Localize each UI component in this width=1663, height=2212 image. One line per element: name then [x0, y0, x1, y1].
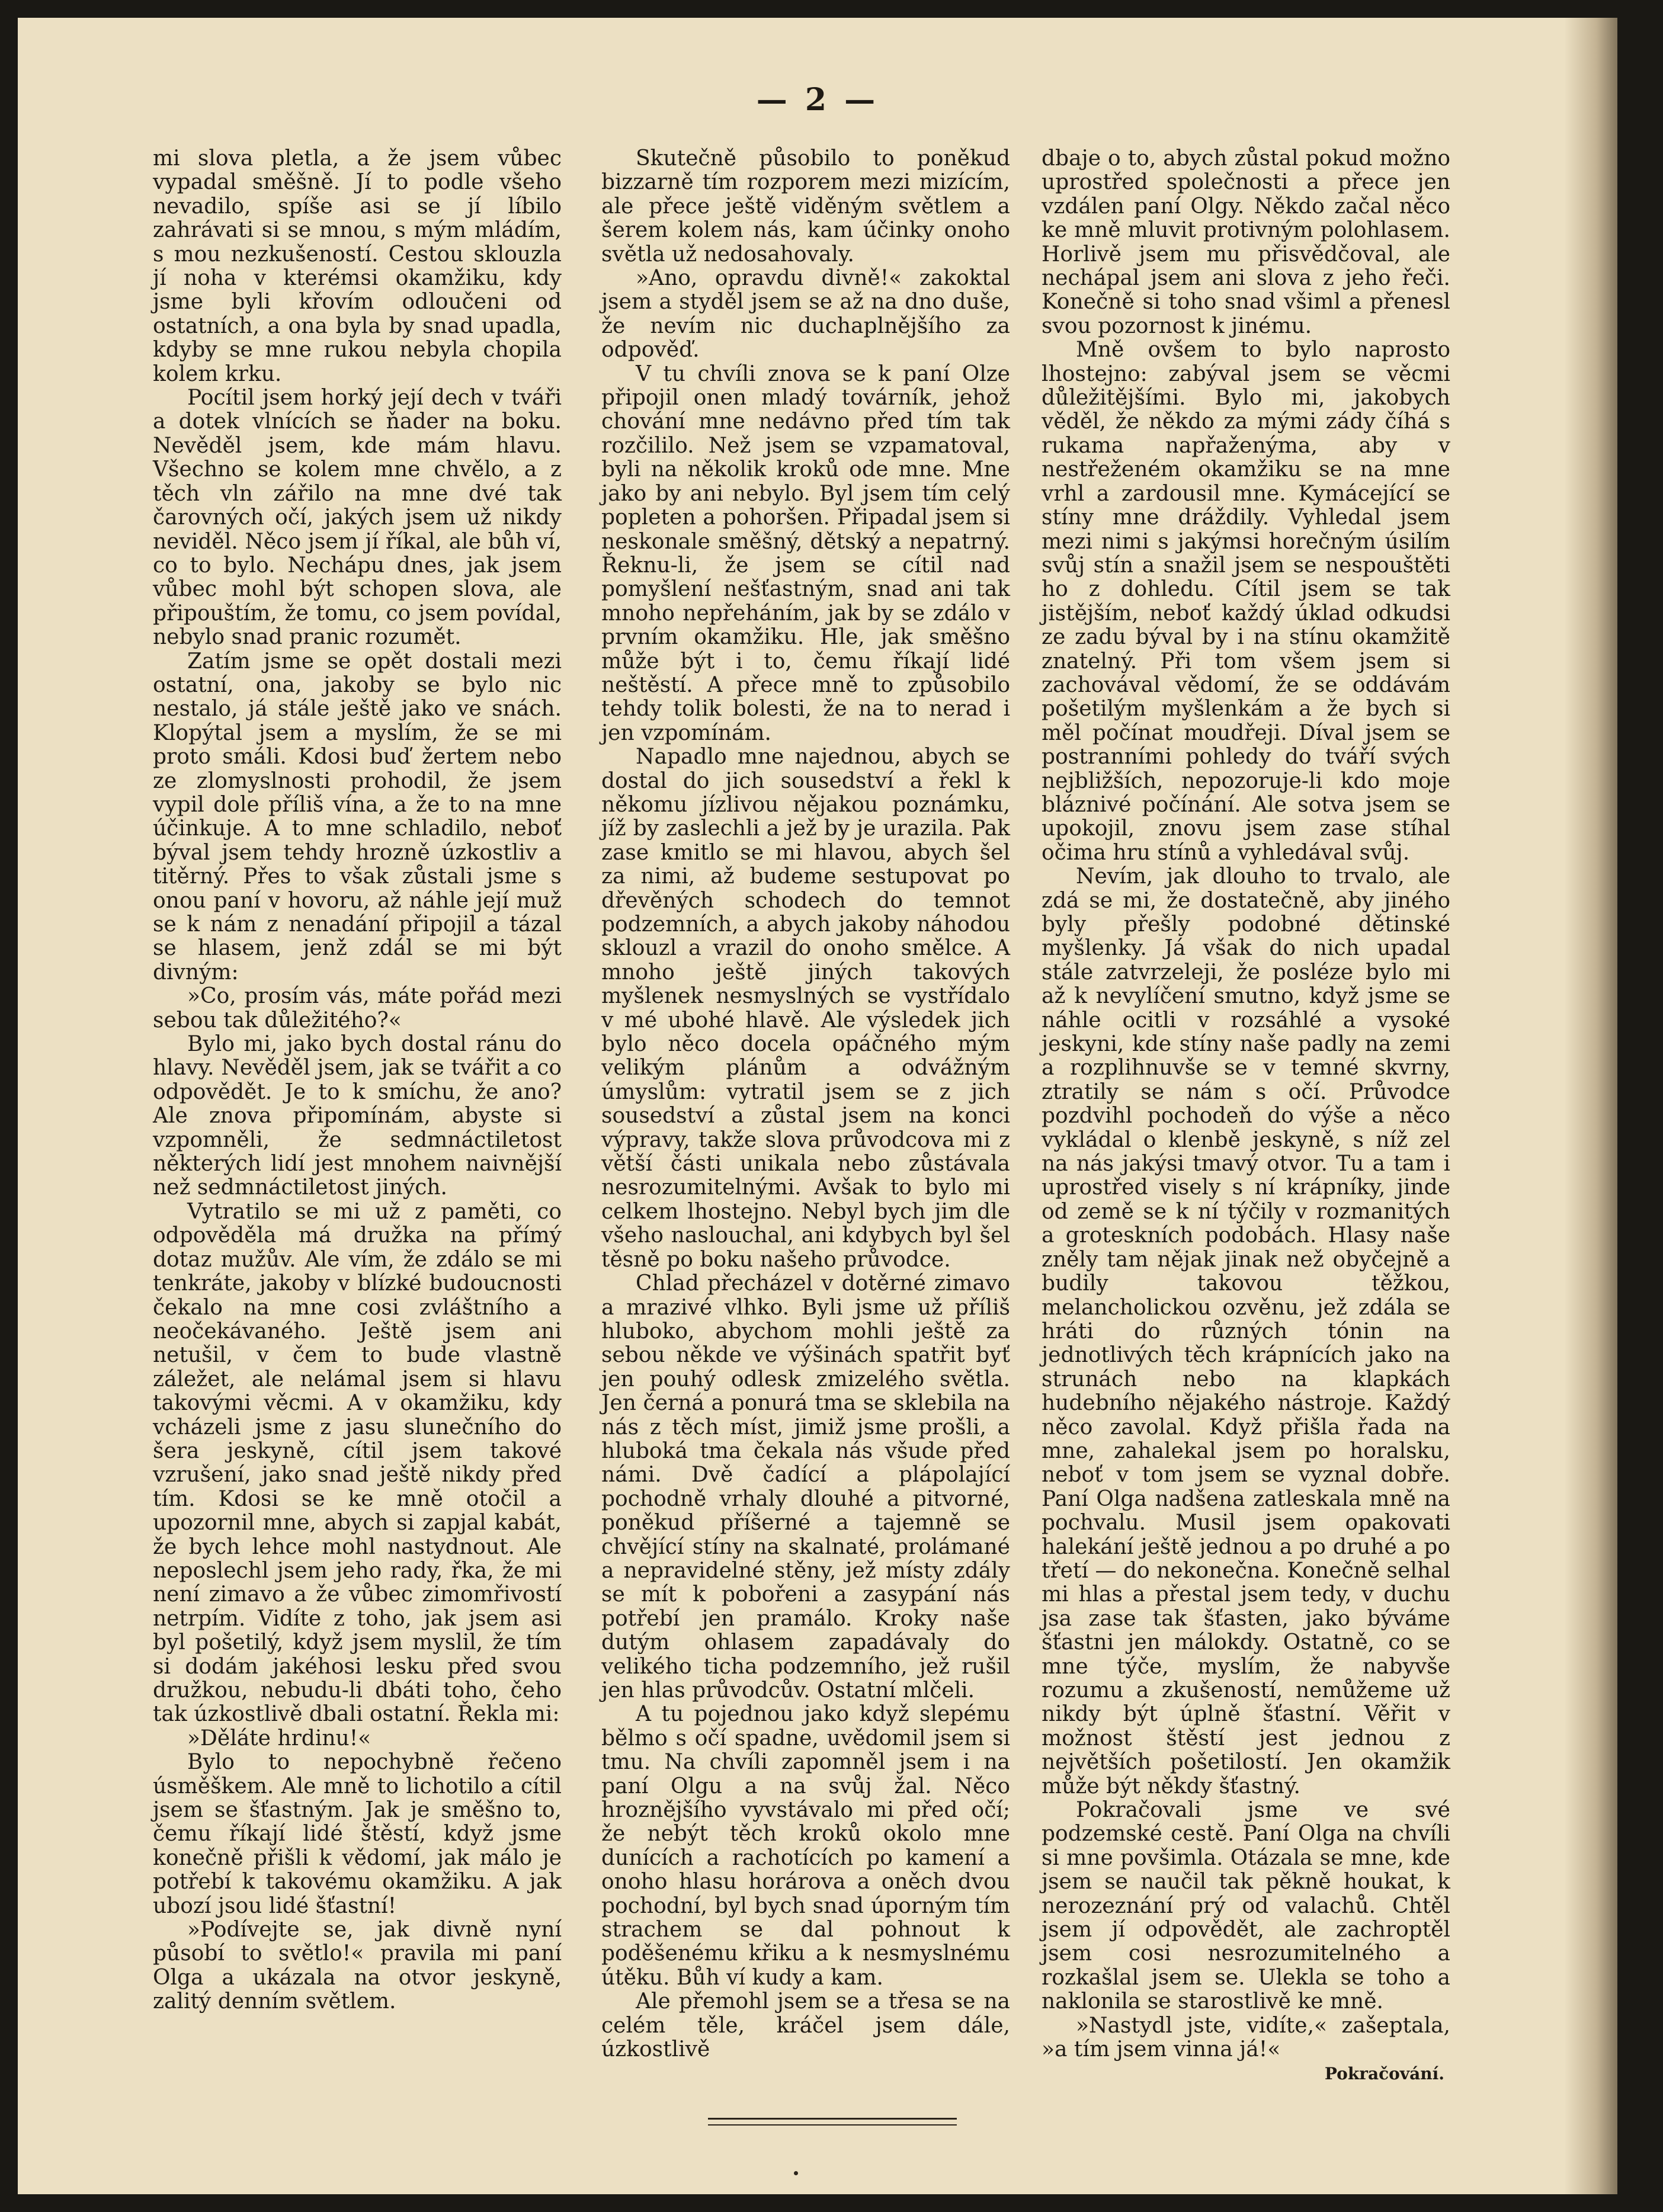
paragraph: »Děláte hrdinu!«: [187, 1726, 371, 1751]
paragraph: »Co, prosím vás, máte pořád mezi sebou tak důležitého?«: [153, 984, 562, 1033]
paragraph: Mně ovšem to bylo naprosto lhostejno: zabýval jsem se věcmi důležitějšími. Bylo mi, jakobych věděl, že někdo za mými zády číhá s rukama napřaženýma, aby v nestřeženém okamžiku se na mne vrhl a zardousil mne. Kymácející se stíny mne dráždily. Vyhledal jsem mezi nimi s jakýmsi horečným úsilím svůj stín a snažil jsem se nespouštěti ho z dohledu. Cítil jsem se tak jistějším, neboť každý úklad odkudsi ze zadu býval by i na stínu okamžitě znatelný. Při tom všem jsem si zachovával vědomí, že se oddávám pošetilým myšlenkám a že bych si měl počínat moudřeji. Díval jsem se postranními pohledy do tváří svých nejbližších, nepozoruje-li kdo moje bláznivé počínání. Ale sotva jsem se upokojil, znovu jsem zase stíhal očima hru stínů a vyhledával svůj.: [1042, 338, 1450, 865]
paragraph: Napadlo mne najednou, abych se dostal do jich sousedství a řekl k někomu jízlivou nějakou poznámku, jíž by zaslechli a jež by je urazila. Pak zase kmitlo se mi hlavou, abych šel za nimi, až budeme sestupovat po dřevěných schodech do temnot podzemních, a abych jakoby náhodou sklouzl a vrazil do onoho smělce. A mnoho ještě jiných takových myšlenek nesmyslných se vystřídalo v mé ubohé hlavě. Ale výsledek jich bylo něco docela opáčného mým velikým plánům a odvážným úmyslům: vytratil jsem se z jich sousedství a zůstal jsem na konci výpravy, takže slova průvodcova mi z větší části unikala nebo zůstávala nesrozumitelnými. Avšak to bylo mi celkem lhostejno. Nebyl bych jim dle všeho naslouchal, ani kdybych byl šel těsně po boku našeho průvodce.: [601, 745, 1010, 1272]
paragraph: Pocítil jsem horký její dech v tváři a dotek vlnících se ňader na boku. Nevěděl jsem, kde mám hlavu. Všechno se kolem mne chvělo, a z těch vln zářilo na mne dvé tak čarovných očí, jakých jsem už nikdy neviděl. Něco jsem jí říkal, ale bůh ví, co to bylo. Nechápu dnes, jak jsem vůbec mohl být schopen slova, ale připouštím, že tomu, co jsem povídal, nebylo snad pranic rozumět.: [153, 386, 562, 650]
end-rule: [708, 2118, 957, 2126]
text-column-2: [601, 147, 1010, 2062]
paragraph: »Nastydl jste, vidíte,« zašeptala, »a tím jsem vinna já!«: [1042, 2013, 1450, 2062]
paragraph: V tu chvíli znova se k paní Olze připojil onen mladý továrník, jehož chování mne nedávno před tím tak rozčililo. Než jsem se vzpamatoval, byli na několik kroků ode mne. Mne jako by ani nebylo. Byl jsem tím celý popleten a pohoršen. Připadal jsem si neskonale směšný, dětský a nepatrný. Řeknu-li, že jsem se cítil nad pomyšlení nešťastným, snad ani tak mnoho nepřeháním, jak by se zdálo v prvním okamžiku. Hle, jak směšno může být i to, čemu říkají lidé neštěstí. A přece mně to způsobilo tehdy tolik bolesti, že na to nerad i jen vzpomínám.: [601, 361, 1010, 745]
paragraph: Vytratilo se mi už z paměti, co odpověděla má družka na přímý dotaz mužův. Ale vím, že zdálo se mi tenkráte, jakoby v blízké budoucnosti čekalo na mne cosi zvláštního a neočekávaného. Ještě jsem ani netušil, v čem to bude vlastně záležet, ale nelámal jsem si hlavu takovými věcmi. A v okamžiku, kdy vcházeli jsme z jasu slunečního do šera jeskyně, cítil jsem takové vzrušení, jako snad ještě nikdy před tím. Kdosi se ke mně otočil a upozornil mne, abych si zapjal kabát, že bych lehce mohl nastydnout. Ale neposlechl jsem jeho rady, řka, že mi není zimavo a že vůbec zimomřivostí netrpím. Vidíte z toho, jak jsem asi byl pošetilý, když jsem myslil, že tím si dodám jakéhosi lesku před svou družkou, nebudu-li dbáti toho, čeho tak úzkostlivě dbali ostatní. Řekla mi:: [153, 1199, 562, 1727]
paragraph: Pokračovali jsme ve své podzemské cestě. Paní Olga na chvíli si mne povšimla. Otázala se mne, kde jsem se naučil tak pěkně houkat, k nerozeznání prý od valachů. Chtěl jsem jí odpovědět, ale zachroptěl jsem cosi nesrozumitelného a rozkašlal jsem se. Ulekla se toho a naklonila se starostlivě ke mně.: [1042, 1798, 1450, 2014]
paragraph: Ale přemohl jsem se a třesa se na celém těle, kráčel jsem dále, úzkostlivě: [601, 1989, 1010, 2062]
paragraph: »Ano, opravdu divně!« zakoktal jsem a styděl jsem se až na dno duše, že nevím nic duchaplnějšího za odpověď.: [601, 266, 1010, 363]
paragraph: Skutečně působilo to poněkud bizzarně tím rozporem mezi mizícím, ale přece ještě viděným světlem a šerem kolem nás, kam účinky onoho světla už nedosahovaly.: [601, 146, 1010, 267]
ornament-dot: [794, 2171, 798, 2175]
page-number: — 2 —: [756, 82, 879, 118]
paragraph: A tu pojednou jako když slepému bělmo s očí spadne, uvědomil jsem si tmu. Na chvíli zapomněl jsem i na paní Olgu a na svůj žal. Něco hroznějšího vyvstávalo mi před očí; že nebýt těch kroků okolo mne dunících a rachotících po kamení a onoho hlasu horárova a oněch dvou pochodní, byl bych snad úporným tím strachem se dal pohnout k poděšenému křiku a k nesmyslnému útěku. Bůh ví kudy a kam.: [601, 1702, 1010, 1990]
text-column-1: [153, 147, 562, 2014]
paragraph: »Podívejte se, jak divně nyní působí to světlo!« pravila mi paní Olga a ukázala na otvor jeskyně, zalitý denním světlem.: [153, 1918, 562, 2014]
paragraph: Zatím jsme se opět dostali mezi ostatní, ona, jakoby se bylo nic nestalo, já stále ještě jako ve snách. Klopýtal jsem a myslím, že se mi proto smáli. Kdosi buď žertem nebo ze zlomyslnosti prohodil, že jsem vypil dole příliš vína, a že to na mne účinkuje. A to mne schladilo, neboť býval jsem tehdy hrozně úzkostliv a titěrný. Přes to však zůstali jsme s onou paní v hovoru, až náhle její muž se k nám z nenadání připojil a tázal se hlasem, jenž zdál se mi být divným:: [153, 649, 562, 985]
paragraph: Bylo to nepochybně řečeno úsměškem. Ale mně to lichotilo a cítil jsem se šťastným. Jak je směšno to, čemu říkají lidé štěstí, když jsme konečně přišli k vědomí, jak málo je potřebí k takovému okamžiku. A jak ubozí jsou lidé šťastní!: [153, 1750, 562, 1918]
newspaper-page: [18, 18, 1617, 2194]
continued-note: Pokračování.: [1324, 2063, 1444, 2083]
paragraph: Nevím, jak dlouho to trvalo, ale zdá se mi, že dostatečně, aby jiného byly přešly podobné dětinské myšlenky. Já však do nich upadal stále zatvrzeleji, že posléze bylo mi až k nevylíčení smutno, když jsme se náhle ocitli v rozsáhlé a vysoké jeskyni, kde stíny naše padly na zemi a rozplihnuvše se v temné skvrny, ztratily se nám s očí. Průvodce pozdvihl pochodeň do výše a něco vykládal o klenbě jeskyně, s níž zel na nás jakýsi tmavý otvor. Tu a tam i uprostřed visely s ní krápníky, jinde od země se k ní týčily v rozmanitých a groteskních podobách. Hlasy naše zněly tam nějak jinak než obyčejně a budily takovou těžkou, melancholickou ozvěnu, jež zdála se hráti do různých tónin na jednotlivých těch krápnících jako na strunách nebo na klapkách hudebního nějakého nástroje. Každý něco zavolal. Když přišla řada na mne, zahalekal jsem po horalsku, neboť v tom jsem se vyznal dobře. Paní Olga nadšena zatleskala mně na pochvalu. Musil jsem opakovati halekání ještě jednou a po druhé a po třetí — do nekonečna. Konečně selhal mi hlas a přestal jsem tedy, v duchu jsa zase tak šťasten, jako býváme šťastni jen málokdy. Ostatně, co se mne týče, myslím, že nabyvše rozumu a zkušeností, nemůžeme už nikdy být úplně šťastní. Věřit v možnost štěstí jest jednou z největších pošetilostí. Jen okamžik může být někdy šťastný.: [1042, 864, 1450, 1799]
paragraph: dbaje o to, abych zůstal pokud možno uprostřed společnosti a přece jen vzdálen paní Olgy. Někdo začal něco ke mně mluvit protivným polohlasem. Horlivě jsem mu přisvědčoval, ale nechápal jsem ani slova z jeho řeči. Konečně si toho snad všiml a přenesl svou pozornost k jinému.: [1042, 146, 1450, 338]
paragraph: mi slova pletla, a že jsem vůbec vypadal směšně. Jí to podle všeho nevadilo, spíše asi se jí líbilo zahrávati si se mnou, s mým mládím, s mou nezkušeností. Cestou sklouzla jí noha v kterémsi okamžiku, kdy jsme byli křovím odloučeni od ostatních, a ona byla by snad upadla, kdyby se mne rukou nebyla chopila kolem krku.: [153, 146, 562, 386]
paragraph: Chlad přecházel v dotěrné zimavo a mrazivé vlhko. Byli jsme už příliš hluboko, abychom mohli ještě za sebou někde ve výšinách spatřit byť jen pouhý odlesk zmizelého světla. Jen černá a ponurá tma se sklebila na nás z těch míst, jimiž jsme prošli, a hluboká tma čekala nás všude před námi. Dvě čadící a plápolající pochodně vrhaly dlouhé a pitvorné, poněkud příšerné a tajemně se chvějící stíny na skalnaté, prolámané a nepravidelné stěny, jež místy zdály se mít k pobořeni a zasypání nás potřebí jen pramálo. Kroky naše dutým ohlasem zapadávaly do velikého ticha podzemního, jež rušil jen hlas průvodcův. Ostatní mlčeli.: [601, 1271, 1010, 1703]
paragraph: Bylo mi, jako bych dostal ránu do hlavy. Nevěděl jsem, jak se tvářit a co odpovědět. Je to k smíchu, že ano? Ale znova připomínám, abyste si vzpomněli, že sedmnáctiletost některých lidí jest mnohem naivnější než sedmnáctiletost jiných.: [153, 1032, 562, 1200]
text-column-3: [1042, 147, 1450, 2086]
